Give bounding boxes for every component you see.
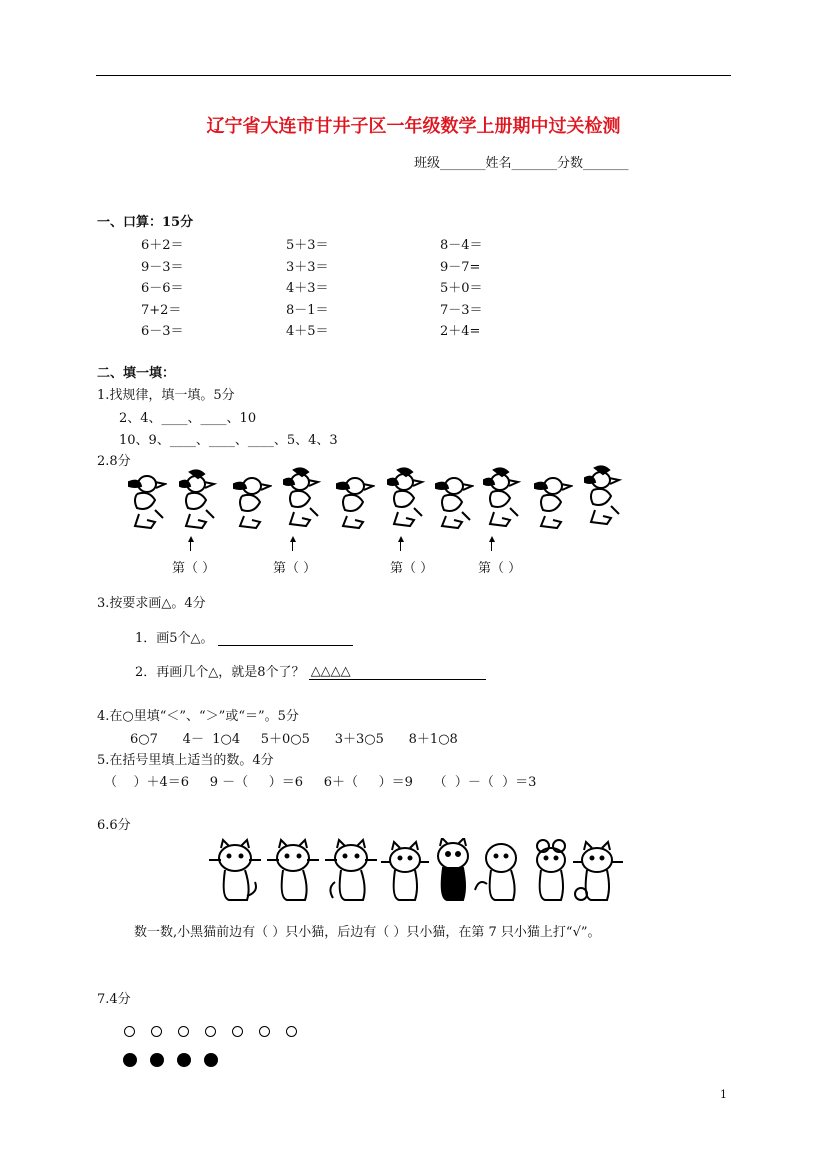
math-item: 5＋0＝ [440, 281, 483, 296]
q6-instructions: 数一数,小黑猫前边有（ ）只小猫，后边有（ ）只小猫，在第 7 只小猫上打“√”。 [134, 925, 601, 940]
cat-icon [267, 840, 319, 900]
hollow-circle [178, 1026, 189, 1037]
math-item: 6＋2＝ [141, 238, 184, 253]
cat-icon [537, 840, 565, 900]
q1-sequence-1: 2、4、____、____、10 [119, 411, 257, 426]
duck-icon [480, 466, 522, 532]
q3-item2-text: 2．再画几个△，就是8个了？ [135, 665, 305, 680]
cat-icon [573, 842, 623, 900]
math-item: 5＋3＝ [286, 238, 329, 253]
math-item: 6－6＝ [141, 281, 184, 296]
cat-icon [381, 842, 429, 900]
duck-icon [384, 466, 426, 532]
section2-heading: 二、填一填： [97, 366, 176, 381]
duck-icon [230, 474, 272, 532]
header-rule [96, 75, 731, 76]
arrow-shaft [292, 541, 293, 551]
answer-line [309, 664, 486, 680]
math-item: 7+2＝ [141, 303, 182, 318]
duck-icon [333, 472, 375, 532]
duck-icon [531, 472, 573, 532]
triangles: △△△△ [310, 664, 351, 679]
math-item: 9－3＝ [141, 260, 184, 275]
position-slot: 第（ ） [172, 561, 216, 576]
q3-label: 3.按要求画△。4分 [97, 596, 206, 611]
cat-icon [325, 840, 377, 900]
section1-heading: 一、口算：15分 [97, 215, 194, 230]
arrow-shaft [190, 541, 191, 551]
hollow-circle [259, 1026, 270, 1037]
filled-circle [150, 1053, 164, 1067]
q3-item2 [135, 661, 486, 680]
math-item: 4＋5＝ [286, 324, 329, 339]
page-number: 1 [720, 1088, 727, 1101]
position-slot: 第（ ） [273, 561, 317, 576]
duck-icon [432, 472, 474, 532]
q6-label: 6.6分 [97, 818, 131, 833]
duck-icon [280, 466, 322, 532]
q2-label: 2.8分 [97, 454, 131, 469]
q4-label: 4.在○里填“＜”、“＞”或“＝”。5分 [97, 709, 299, 724]
hollow-circle [232, 1026, 243, 1037]
q1-label: 1.找规律，填一填。5分 [97, 388, 235, 403]
arrow-up-icon [188, 536, 194, 542]
answer-line [218, 631, 353, 646]
q5-label: 5.在括号里填上适当的数。4分 [97, 753, 274, 768]
math-item: 6－3＝ [141, 324, 184, 339]
math-item: 7－3＝ [440, 303, 483, 318]
arrow-up-icon [290, 536, 296, 542]
filled-circle [123, 1053, 137, 1067]
q7-label: 7.4分 [97, 992, 131, 1007]
math-item: 3＋3＝ [286, 260, 329, 275]
q1-sequence-2: 10、9、____、____、____、5、4、3 [119, 433, 338, 448]
student-info-fields: 班级_______姓名_______分数_______ [414, 156, 629, 171]
hollow-circle [124, 1026, 135, 1037]
arrow-shaft [400, 541, 401, 551]
filled-circle [177, 1053, 191, 1067]
math-item: 9－7= [440, 260, 481, 275]
duck-icon [581, 464, 623, 532]
hollow-circle [151, 1026, 162, 1037]
arrow-shaft [491, 541, 492, 551]
position-slot: 第（ ） [390, 561, 434, 576]
arrow-up-icon [398, 536, 404, 542]
cat-icon [209, 840, 261, 900]
math-item: 8－1＝ [286, 303, 329, 318]
hollow-circle [286, 1026, 297, 1037]
position-slot: 第（ ） [478, 561, 522, 576]
math-item: 8－4＝ [440, 238, 483, 253]
math-item: 2＋4= [440, 324, 481, 339]
filled-circle [204, 1053, 218, 1067]
q4-items: 6○7 4－ 1○4 5＋0○5 3＋3○5 8＋1○8 [130, 732, 458, 747]
math-item: 4＋3＝ [286, 281, 329, 296]
black-cat-icon [438, 838, 468, 900]
q5-items: （ ）＋4＝6 9 －（ ）＝6 6＋（ ）＝9 （ ）－（ ）＝3 [104, 775, 537, 790]
page-title: 辽宁省大连市甘井子区一年级数学上册期中过关检测 [206, 116, 621, 137]
q3-item1 [135, 627, 353, 646]
cats-illustration [207, 838, 627, 908]
hollow-circle [205, 1026, 216, 1037]
cat-icon [475, 844, 516, 900]
duck-icon [125, 470, 167, 532]
arrow-up-icon [489, 536, 495, 542]
q3-item1-text: 1．画5个△。 [135, 631, 214, 646]
duck-icon [176, 468, 218, 532]
